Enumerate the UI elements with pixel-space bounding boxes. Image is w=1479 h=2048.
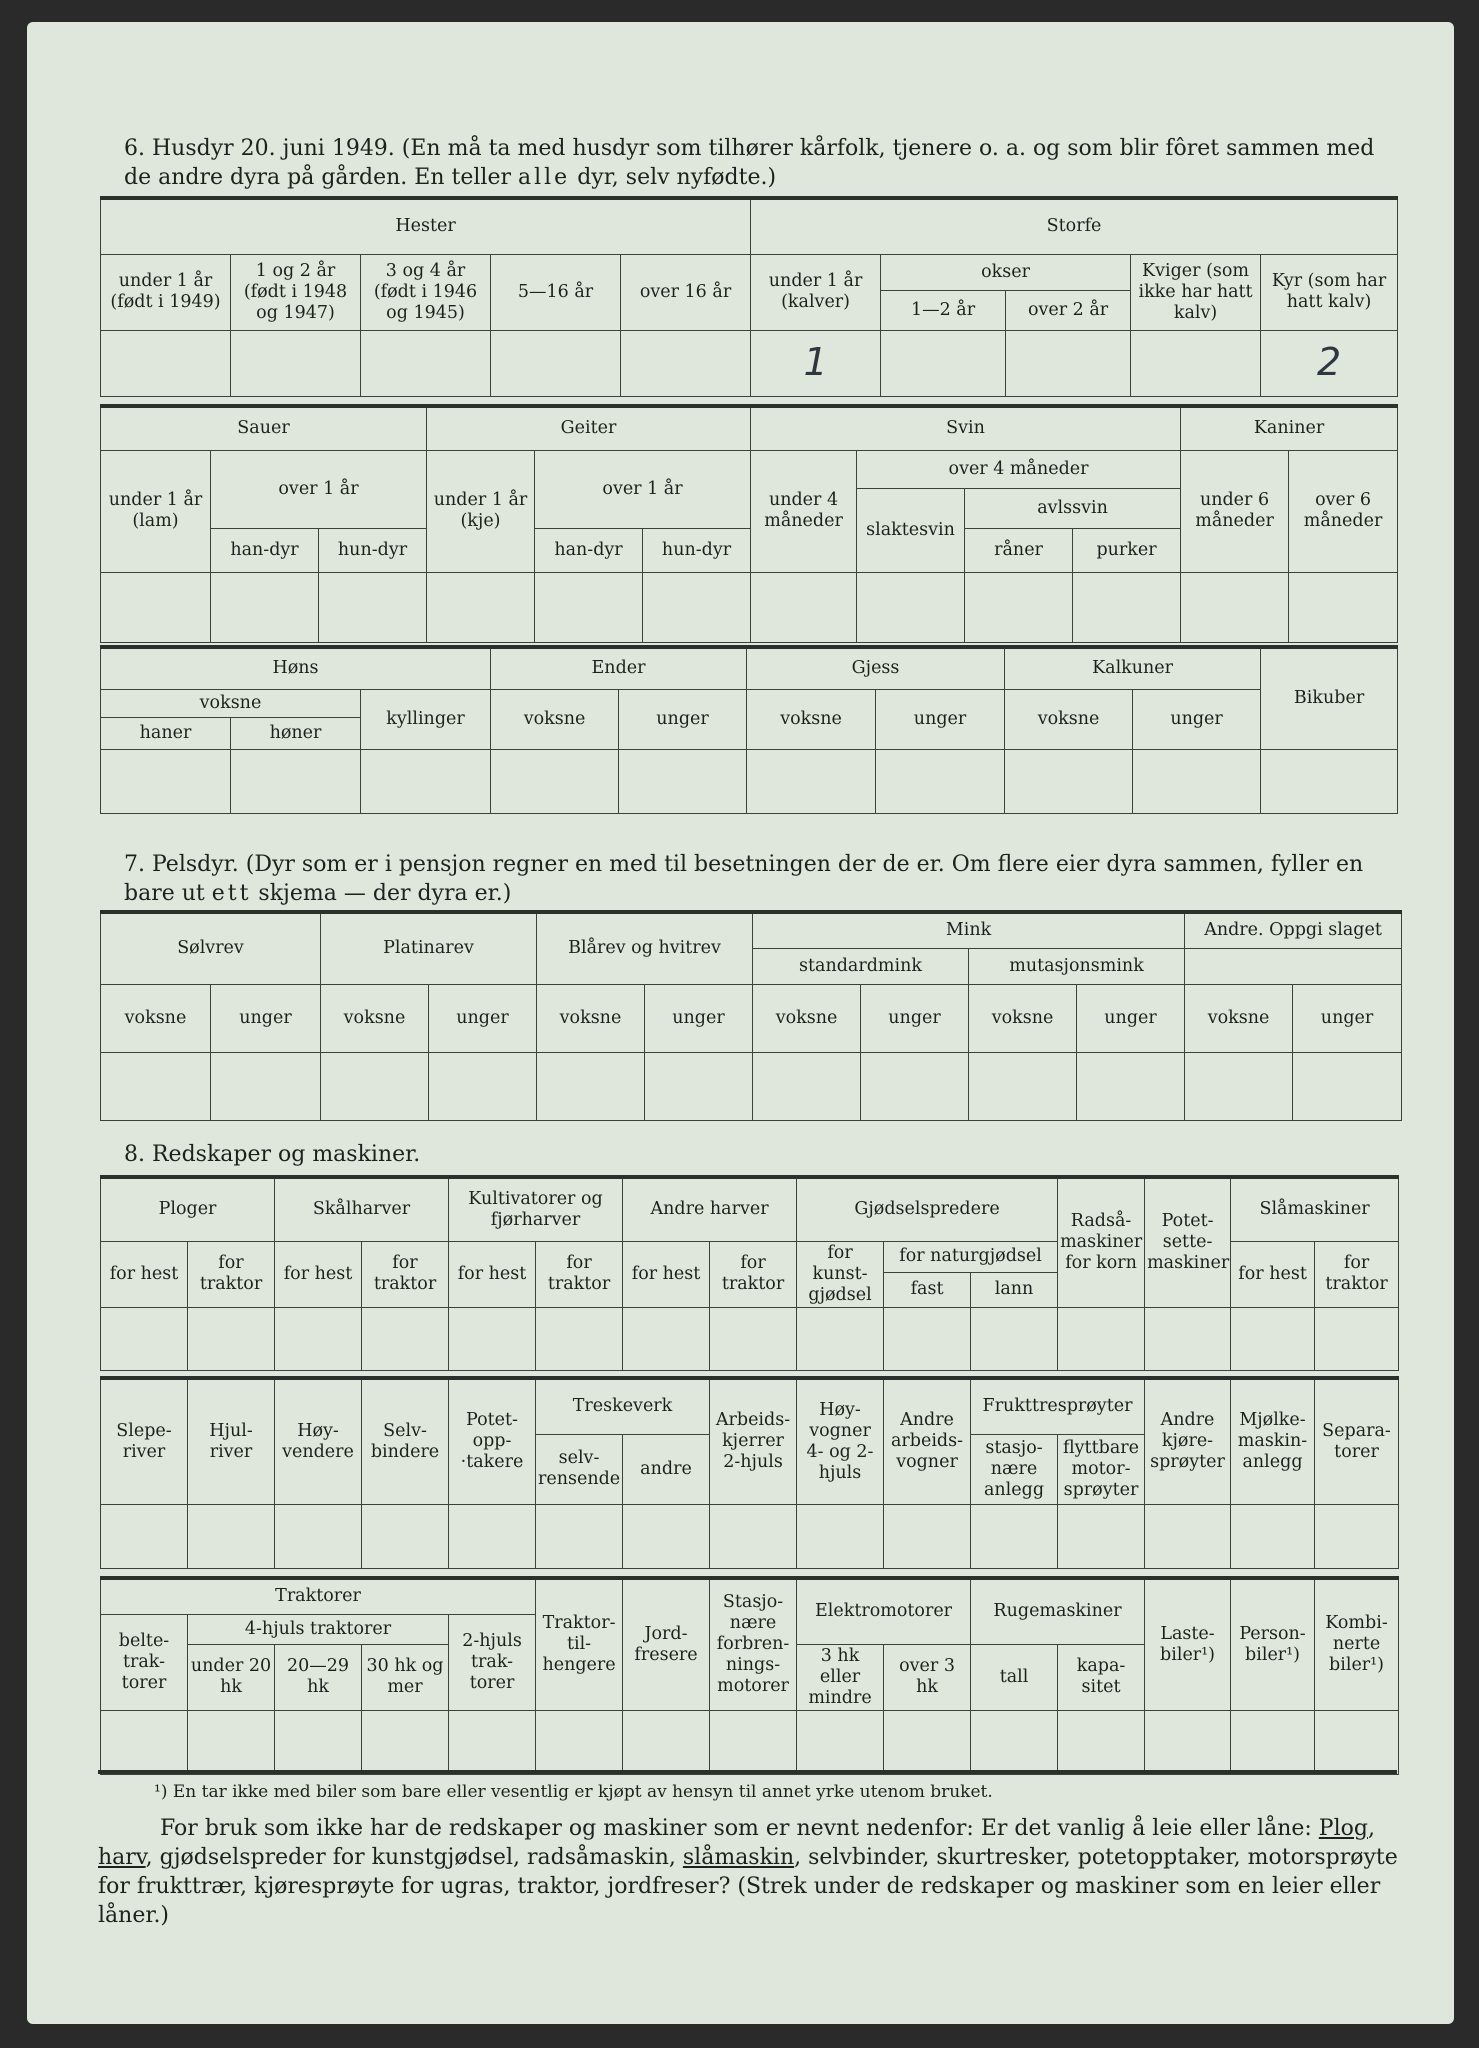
col-header: Arbeids-kjerrer 2-hjuls — [710, 1378, 797, 1504]
entry-cell[interactable] — [537, 1052, 645, 1120]
fur-animals-table — [100, 910, 1402, 1121]
col-header: okser — [881, 254, 1131, 290]
entry-cell[interactable] — [211, 572, 319, 642]
col-header: Hjul-river — [188, 1378, 275, 1504]
entry-cell[interactable] — [449, 1504, 536, 1568]
gjodsel-header: Gjødselspredere — [797, 1177, 1058, 1241]
entry-cell[interactable] — [1261, 749, 1398, 813]
entry-cell[interactable] — [449, 1307, 536, 1370]
col-header: for hest — [449, 1241, 536, 1307]
entry-cell[interactable] — [1289, 572, 1398, 642]
entry-cell[interactable] — [231, 749, 361, 813]
entry-cell[interactable] — [1058, 1710, 1145, 1774]
col-header: Kombi-nerte biler¹) — [1315, 1578, 1399, 1710]
frukt-header: Frukttresprøyter — [971, 1378, 1145, 1434]
treskeverk-header: Treskeverk — [536, 1378, 710, 1434]
entry-cell[interactable] — [710, 1504, 797, 1568]
entry-cell[interactable] — [623, 1504, 710, 1568]
potetsette-header: Potet-sette-maskiner — [1145, 1177, 1231, 1307]
traktorer-header: Traktorer — [101, 1578, 536, 1614]
entry-cell[interactable] — [884, 1307, 971, 1370]
entry-cell[interactable] — [1315, 1307, 1399, 1370]
col-header: 3 og 4 år (født i 1946 og 1945) — [361, 254, 491, 330]
col-header: 5—16 år — [491, 254, 621, 330]
entry-cell[interactable] — [797, 1710, 884, 1774]
col-header: under 1 år (født i 1949) — [101, 254, 231, 330]
underlined-slamaskin: slåmaskin — [682, 1845, 795, 1870]
col-header: 3 hk eller mindre — [797, 1644, 884, 1710]
entry-cell[interactable] — [449, 1710, 536, 1774]
underlined-plog: Plog — [1318, 1816, 1368, 1841]
entry-cell[interactable] — [971, 1504, 1058, 1568]
svin-header: Svin — [751, 406, 1181, 450]
entry-cell[interactable] — [710, 1307, 797, 1370]
entry-cell[interactable] — [797, 1307, 884, 1370]
entry-cell[interactable] — [1181, 572, 1289, 642]
blarev-header: Blårev og hvitrev — [537, 912, 753, 984]
col-header: over 2 år — [1006, 290, 1131, 330]
entry-cell[interactable] — [1058, 1504, 1145, 1568]
entry-cell[interactable] — [361, 330, 491, 396]
radsa-header: Radså-maskiner for korn — [1058, 1177, 1145, 1307]
hons-header: Høns — [101, 647, 491, 689]
tractors-vehicles-table — [100, 1576, 1399, 1775]
ruge-header: Rugemaskiner — [971, 1578, 1145, 1644]
geiter-header: Geiter — [427, 406, 751, 450]
col-header: Stasjo-nære forbren-nings-motorer — [710, 1578, 797, 1710]
col-header: slaktesvin — [857, 488, 965, 572]
col-header: lann — [971, 1273, 1058, 1307]
col-header: Jord-fresere — [623, 1578, 710, 1710]
entry-cell[interactable] — [275, 1710, 362, 1774]
col-header: over 1 år — [211, 450, 427, 528]
col-header: Andre kjøre-sprøyter — [1145, 1378, 1231, 1504]
ploger-header: Ploger — [101, 1177, 275, 1241]
entry-cell[interactable] — [491, 330, 621, 396]
entry-cell[interactable] — [884, 1504, 971, 1568]
kaniner-header: Kaniner — [1181, 406, 1398, 450]
col-header: for hest — [623, 1241, 710, 1307]
col-header: unger — [211, 984, 321, 1052]
col-header: unger — [1293, 984, 1402, 1052]
col-header: Separa-torer — [1315, 1378, 1399, 1504]
elektro-header: Elektromotorer — [797, 1578, 971, 1644]
col-header: voksne — [969, 984, 1077, 1052]
col-header: for traktor — [188, 1241, 275, 1307]
entry-cell[interactable] — [645, 1052, 753, 1120]
entry-cell[interactable] — [535, 572, 643, 642]
entry-cell[interactable] — [971, 1307, 1058, 1370]
col-header: Høy-vogner 4- og 2-hjuls — [797, 1378, 884, 1504]
col-header: for traktor — [710, 1241, 797, 1307]
col-header: 4-hjuls traktorer — [188, 1614, 449, 1644]
entry-cell[interactable] — [969, 1052, 1077, 1120]
entry-cell[interactable] — [491, 749, 619, 813]
col-header: råner — [965, 528, 1073, 572]
col-header: 30 hk og mer — [362, 1644, 449, 1710]
entry-cell[interactable] — [965, 572, 1073, 642]
entry-cell[interactable] — [1077, 1052, 1185, 1120]
col-header: Person-biler¹) — [1231, 1578, 1315, 1710]
andre-header: Andre. Oppgi slaget — [1185, 912, 1402, 948]
bottom-rule — [98, 1770, 1397, 1774]
entry-cell[interactable] — [536, 1710, 623, 1774]
col-header: unger — [1133, 689, 1261, 749]
col-header: kapa-sitet — [1058, 1644, 1145, 1710]
entry-cell[interactable] — [1293, 1052, 1402, 1120]
section-6-heading: 6. Husdyr 20. juni 1949. (En må ta med husdyr som tilhører kårfolk, tjenere o. a. og som blir fôret sammen med de andre dyra på gården. En teller alle dyr, selv nyfødte.) — [124, 136, 1375, 190]
col-header: over 6 måneder — [1289, 450, 1398, 572]
col-header: voksne — [747, 689, 876, 749]
col-header: for hest — [101, 1241, 188, 1307]
entry-cell[interactable] — [881, 330, 1006, 396]
col-header: unger — [1077, 984, 1185, 1052]
skalharver-header: Skålharver — [275, 1177, 449, 1241]
entry-cell[interactable] — [275, 1307, 362, 1370]
col-header: unger — [619, 689, 747, 749]
entry-cell[interactable] — [876, 749, 1005, 813]
col-header: belte-trak-torer — [101, 1614, 188, 1710]
entry-cell[interactable] — [710, 1710, 797, 1774]
entry-cell[interactable] — [362, 1710, 449, 1774]
col-header: høner — [231, 717, 361, 749]
entry-cell[interactable] — [101, 1052, 211, 1120]
slamaskiner-header: Slåmaskiner — [1231, 1177, 1399, 1241]
col-header: 1 og 2 år (født i 1948 og 1947) — [231, 254, 361, 330]
col-header: under 6 måneder — [1181, 450, 1289, 572]
col-header: kyllinger — [361, 689, 491, 749]
col-header: selv-rensende — [536, 1434, 623, 1504]
col-header: tall — [971, 1644, 1058, 1710]
footnote: ¹) En tar ikke med biler som bare eller vesentlig er kjøpt av hensyn til annet yrke utenom bruket. — [154, 1782, 993, 1802]
col-header: Kviger (som ikke har hatt kalv) — [1131, 254, 1261, 330]
livestock-sheep-goats-pigs-table — [100, 404, 1398, 643]
col-header: fast — [884, 1273, 971, 1307]
entry-cell[interactable] — [101, 1504, 188, 1568]
entry-cell[interactable] — [623, 1307, 710, 1370]
entry-cell[interactable] — [536, 1504, 623, 1568]
storfe-header: Storfe — [751, 198, 1398, 254]
entry-cell[interactable] — [747, 749, 876, 813]
col-header: under 1 år (lam) — [101, 450, 211, 572]
implements-table-2 — [100, 1376, 1399, 1569]
entry-cell[interactable] — [1005, 749, 1133, 813]
livestock-horses-cattle-table — [100, 196, 1398, 397]
entry-cell[interactable] — [857, 572, 965, 642]
entry-cell[interactable] — [971, 1710, 1058, 1774]
col-header: purker — [1073, 528, 1181, 572]
entry-cell[interactable] — [101, 572, 211, 642]
col-header: haner — [101, 717, 231, 749]
entry-cell[interactable] — [1133, 749, 1261, 813]
entry-cell[interactable] — [621, 330, 751, 396]
underlined-harv: harv — [98, 1845, 146, 1870]
entry-cell[interactable] — [1315, 1504, 1399, 1568]
entry-cell[interactable] — [101, 330, 231, 396]
entry-cell[interactable] — [231, 330, 361, 396]
entry-cell[interactable] — [101, 749, 231, 813]
col-header: for traktor — [536, 1241, 623, 1307]
entry-cell[interactable] — [275, 1504, 362, 1568]
col-header: for naturgjødsel — [884, 1241, 1058, 1273]
col-header: Andre arbeids-vogner — [884, 1378, 971, 1504]
col-header: over 1 år — [535, 450, 751, 528]
kalkuner-header: Kalkuner — [1005, 647, 1261, 689]
platinarev-header: Platinarev — [321, 912, 537, 984]
col-header: stasjo-nære anlegg — [971, 1434, 1058, 1504]
mink-header: Mink — [753, 912, 1185, 948]
entry-cell[interactable] — [319, 572, 427, 642]
col-header: voksne — [491, 689, 619, 749]
col-header: over 3 hk — [884, 1644, 971, 1710]
col-header: voksne — [537, 984, 645, 1052]
col-header: Potet-opp-·takere — [449, 1378, 536, 1504]
col-header: voksne — [101, 984, 211, 1052]
entry-cell[interactable] — [884, 1710, 971, 1774]
entry-cell[interactable] — [101, 1710, 188, 1774]
col-header: unger — [876, 689, 1005, 749]
entry-cell[interactable] — [1058, 1307, 1145, 1370]
blank-cell — [1185, 948, 1402, 984]
col-header: over 4 måneder — [857, 450, 1181, 488]
col-header: voksne — [1005, 689, 1133, 749]
entry-cell[interactable] — [101, 1307, 188, 1370]
entry-cell[interactable] — [753, 1052, 861, 1120]
col-header: Selv-bindere — [362, 1378, 449, 1504]
col-header: han-dyr — [535, 528, 643, 572]
poultry-bees-table — [100, 645, 1398, 814]
gjess-header: Gjess — [747, 647, 1005, 689]
entry-cell[interactable] — [188, 1710, 275, 1774]
col-header: under 4 måneder — [751, 450, 857, 572]
entry-cell[interactable] — [188, 1504, 275, 1568]
ender-header: Ender — [491, 647, 747, 689]
entry-cell[interactable] — [427, 572, 535, 642]
entry-cell[interactable] — [751, 572, 857, 642]
section-7-heading: 7. Pelsdyr. (Dyr som er i pensjon regner en med til besetningen der de er. Om flere eier dyra sammen, fyller en bare ut ett skjema — der dyra er.) — [124, 852, 1364, 906]
entry-cell[interactable] — [362, 1504, 449, 1568]
entry-cell[interactable] — [1315, 1710, 1399, 1774]
entry-cell[interactable] — [1145, 1504, 1231, 1568]
col-header: Høy-vendere — [275, 1378, 362, 1504]
entry-cell[interactable] — [1185, 1052, 1293, 1120]
col-header: standardmink — [753, 948, 969, 984]
kalver-value[interactable]: 1 — [751, 330, 881, 396]
sauer-header: Sauer — [101, 406, 427, 450]
col-header: voksne — [1185, 984, 1293, 1052]
entry-cell[interactable] — [188, 1307, 275, 1370]
col-header: Traktor-til-hengere — [536, 1578, 623, 1710]
entry-cell[interactable] — [1145, 1710, 1231, 1774]
entry-cell[interactable] — [861, 1052, 969, 1120]
solvrev-header: Sølvrev — [101, 912, 321, 984]
col-header: for kunst-gjødsel — [797, 1241, 884, 1307]
col-header: hun-dyr — [643, 528, 751, 572]
kyr-value[interactable]: 2 — [1261, 330, 1398, 396]
col-header: for hest — [275, 1241, 362, 1307]
entry-cell[interactable] — [1006, 330, 1131, 396]
col-header: flyttbare motor-sprøyter — [1058, 1434, 1145, 1504]
entry-cell[interactable] — [1145, 1307, 1231, 1370]
col-header: Laste-biler¹) — [1145, 1578, 1231, 1710]
col-header: andre — [623, 1434, 710, 1504]
col-header: han-dyr — [211, 528, 319, 572]
col-header: under 1 år (kje) — [427, 450, 535, 572]
entry-cell[interactable] — [643, 572, 751, 642]
col-header: avlssvin — [965, 488, 1181, 528]
col-header: 20—29 hk — [275, 1644, 362, 1710]
col-header: voksne — [753, 984, 861, 1052]
col-header: under 20 hk — [188, 1644, 275, 1710]
implements-table-1 — [100, 1175, 1399, 1371]
col-header: voksne — [101, 689, 361, 717]
col-header: 1—2 år — [881, 290, 1006, 330]
col-header: for traktor — [362, 1241, 449, 1307]
col-header: under 1 år (kalver) — [751, 254, 881, 330]
section-8-heading: 8. Redskaper og maskiner. — [124, 1142, 421, 1167]
closing-paragraph: For bruk som ikke har de redskaper og maskiner som er nevnt nedenfor: Er det vanlig å leie eller låne: Plog, harv, gjødselspreder for kunstgjødsel, radsåmaskin, slåmaskin, selvbinder, skurtresker, potetopptaker, motorsprøyte for frukttrær, kjøresprøyte for ugras, traktor, jordfreser? (Strek under de redskaper og maskiner som en leier eller låner.) — [98, 1816, 1398, 1928]
col-header: unger — [645, 984, 753, 1052]
col-header: 2-hjuls trak-torer — [449, 1614, 536, 1710]
entry-cell[interactable] — [623, 1710, 710, 1774]
col-header: Slepe-river — [101, 1378, 188, 1504]
entry-cell[interactable] — [429, 1052, 537, 1120]
entry-cell[interactable] — [1073, 572, 1181, 642]
bikuber-header: Bikuber — [1261, 647, 1398, 749]
col-header: Kyr (som har hatt kalv) — [1261, 254, 1398, 330]
col-header: for hest — [1231, 1241, 1315, 1307]
entry-cell[interactable] — [797, 1504, 884, 1568]
col-header: voksne — [321, 984, 429, 1052]
entry-cell[interactable] — [1231, 1307, 1315, 1370]
entry-cell[interactable] — [362, 1307, 449, 1370]
entry-cell[interactable] — [1231, 1710, 1315, 1774]
entry-cell[interactable] — [1231, 1504, 1315, 1568]
col-header: over 16 år — [621, 254, 751, 330]
col-header: mutasjonsmink — [969, 948, 1185, 984]
kultivatorer-header: Kultivatorer og fjørharver — [449, 1177, 623, 1241]
col-header: Mjølke-maskin-anlegg — [1231, 1378, 1315, 1504]
entry-cell[interactable] — [619, 749, 747, 813]
hester-header: Hester — [101, 198, 751, 254]
entry-cell[interactable] — [361, 749, 491, 813]
andreharver-header: Andre harver — [623, 1177, 797, 1241]
entry-cell[interactable] — [321, 1052, 429, 1120]
col-header: unger — [429, 984, 537, 1052]
entry-cell[interactable] — [1131, 330, 1261, 396]
entry-cell[interactable] — [536, 1307, 623, 1370]
col-header: for traktor — [1315, 1241, 1399, 1307]
entry-cell[interactable] — [211, 1052, 321, 1120]
col-header: unger — [861, 984, 969, 1052]
col-header: hun-dyr — [319, 528, 427, 572]
